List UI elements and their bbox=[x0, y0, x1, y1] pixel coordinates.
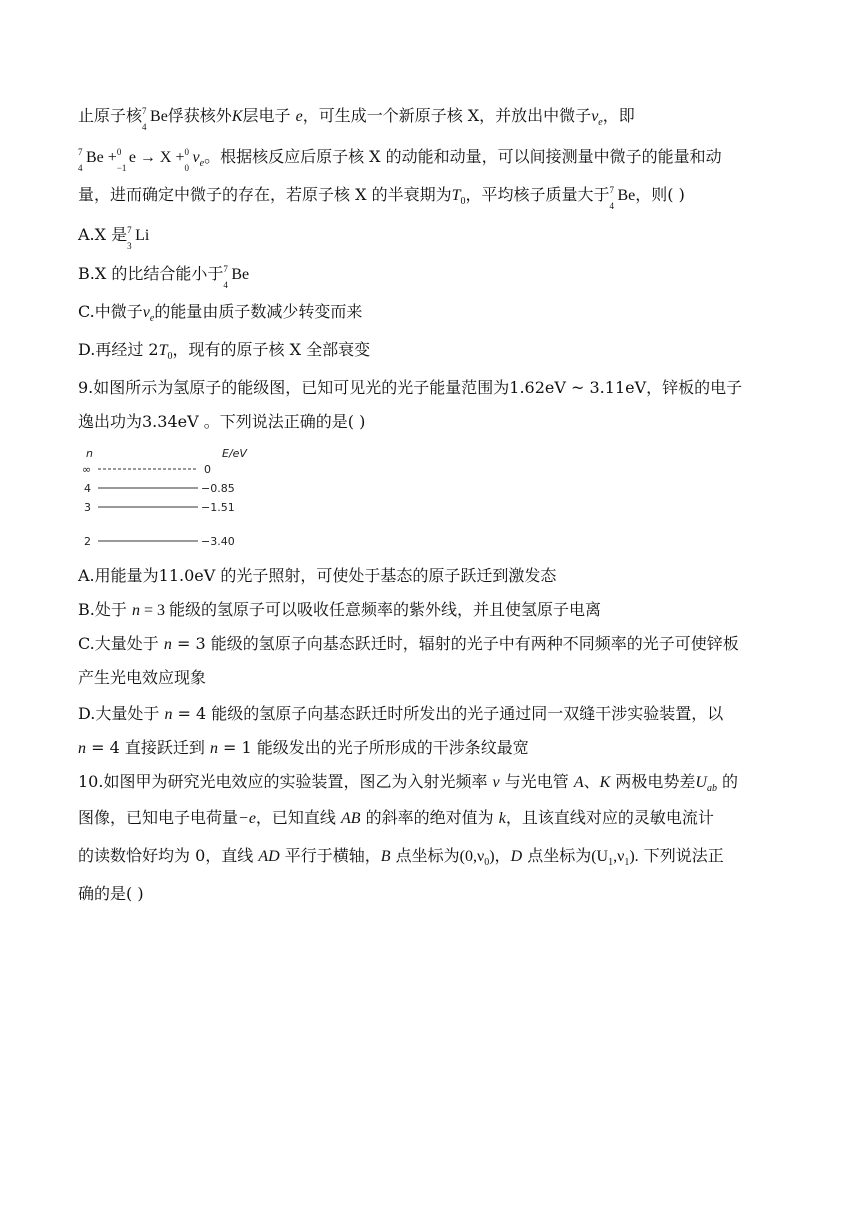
q8-option-d: D.再经过 $2T_0$，现有的原子核 X 全部衰变 bbox=[78, 340, 371, 363]
level-energy-label: −0.85 bbox=[201, 482, 235, 495]
nuclide-electron: 0 −1 e → X + bbox=[116, 147, 185, 173]
energy-level-diagram bbox=[80, 446, 270, 550]
q9-option-a: A.用能量为11.0eV 的光子照射，可使处于基态的原子跃迁到激发态 bbox=[78, 566, 557, 585]
nuclide-be7: 7 4 Be bbox=[609, 185, 636, 211]
nuclide-be7: 7 4 Be bbox=[78, 147, 104, 173]
level-energy-label: −1.51 bbox=[201, 501, 235, 514]
q9-option-c-line-1: C.大量处于 n = 3 能级的氢原子向基态跃迁时，辐射的光子中有两种不同频率的光子可使锌板 bbox=[78, 634, 739, 653]
n-axis-header: n bbox=[86, 447, 93, 460]
neutrino-symbol: ν bbox=[591, 108, 599, 125]
q10-stem-line-1: 10.如图甲为研究光电效应的实验装置，图乙为入射光频率 ν 与光电管 A、K 两极电势差$U_{ab}$ 的 bbox=[78, 772, 739, 795]
q9-option-d-line-1: D.大量处于 n = 4 能级的氢原子向基态跃迁时所发出的光子通过同一双缝干涉实验装置，以 bbox=[78, 704, 724, 723]
q8-option-b: B.X 的比结合能小于 7 4 Be bbox=[78, 264, 250, 290]
level-n-label: 3 bbox=[84, 501, 91, 514]
q10-stem-line-4: 确的是( ) bbox=[78, 884, 144, 903]
q9-stem-line-2: 逸出功为3.34eV 。下列说法正确的是( ) bbox=[78, 412, 366, 431]
q8-line-1: 止原子核 7 4 Be俘获核外K层电子 e，可生成一个新原子核 X，并放出中微子$\nu_e$，即 bbox=[78, 106, 635, 132]
nuclide-be7: 7 4 Be bbox=[142, 106, 168, 132]
level-n-label: 4 bbox=[84, 482, 91, 495]
level-n-label: ∞ bbox=[82, 463, 92, 476]
nuclide-li7: 7 3 Li bbox=[127, 225, 150, 251]
q8-option-c: C.中微子$\nu_e$的能量由质子数减少转变而来 bbox=[78, 302, 363, 325]
q10-stem-line-3: 的读数恰好均为 0，直线 AD 平行于横轴，B 点坐标为$(0,\nu_0)$，D 点坐标为$(U_1,\nu_1)$. 下列说法正 bbox=[78, 846, 724, 869]
q9-option-b: B.处于 n = 3 能级的氢原子可以吸收任意频率的紫外线，并且使氢原子电离 bbox=[78, 600, 601, 619]
q8-line-3: 量，进而确定中微子的存在，若原子核 X 的半衰期为$T_0$，平均核子质量大于 7 4 Be，则( ) bbox=[78, 185, 685, 211]
q9-option-c-line-2: 产生光电效应现象 bbox=[78, 668, 207, 687]
q8-reaction-equation: 7 4 Be + 0 −1 e → X + 0 0 $\nu_e$。根据核反应后原子核 X 的动能和动量，可以间接测量中微子的能量和动 bbox=[78, 147, 722, 173]
q10-stem-line-2: 图像，已知电子电荷量−e，已知直线 AB 的斜率的绝对值为 k，且该直线对应的灵敏电流计 bbox=[78, 808, 714, 827]
level-energy-label: −3.40 bbox=[201, 535, 235, 548]
level-n-label: 2 bbox=[84, 535, 91, 548]
nuclide-be7: 7 4 Be bbox=[223, 264, 250, 290]
level-energy-label: 0 bbox=[204, 463, 211, 476]
nuclide-neutrino: 0 0 ν bbox=[184, 147, 200, 173]
q8-option-a: A.X 是 7 3 Li bbox=[78, 225, 150, 251]
q9-option-d-line-2: n = 4 直接跃迁到 n = 1 能级发出的光子所形成的干涉条纹最宽 bbox=[78, 738, 529, 757]
q9-stem-line-1: 9.如图所示为氢原子的能级图，已知可见光的光子能量范围为1.62eV ~ 3.11eV，锌板的电子 bbox=[78, 378, 743, 397]
text: 止原子核 bbox=[78, 106, 143, 125]
energy-axis-header: E/eV bbox=[222, 447, 247, 460]
